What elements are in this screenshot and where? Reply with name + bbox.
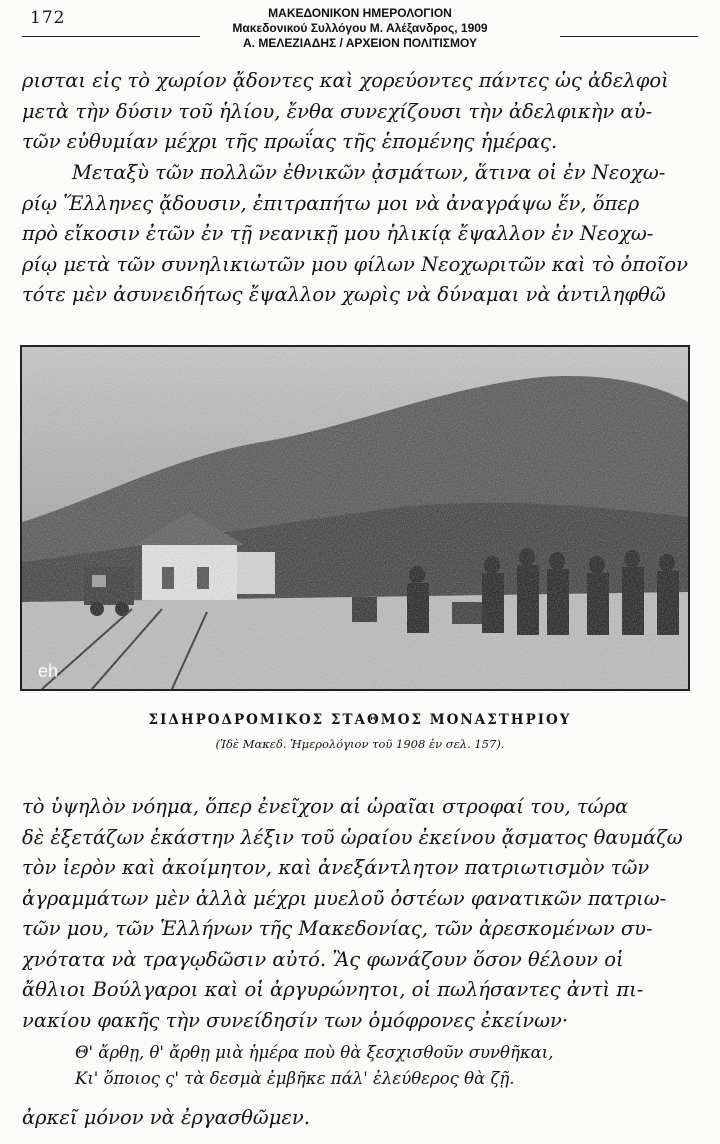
photo-caption: ΣΙΔΗΡΟΔΡΟΜΙΚΟΣ ΣΤΑΘΜΟΣ ΜΟΝΑΣΤΗΡΙΟΥ — [148, 712, 572, 728]
text-line: Μεταξὺ τῶν πολλῶν ἐθνικῶν ᾀσμάτων, ἅτινα οἱ ἐν Νεοχω- — [72, 161, 666, 184]
poem-line: Θ' ἄρθῃ, θ' ἄρθῃ μιὰ ἡμέρα ποὺ θὰ ξεσχισθοῦν συνθῆκαι, — [75, 1043, 554, 1062]
text-line: τότε μὲν ἀσυνειδήτως ἔψαλλον χωρὶς νὰ δύναμαι νὰ ἀντιληφθῶ — [22, 283, 666, 306]
photo-watermark: eh — [38, 661, 59, 681]
station-photograph — [20, 345, 690, 691]
page-number: 172 — [30, 8, 66, 28]
text-line: μετὰ τὴν δύσιν τοῦ ἡλίου, ἔνθα συνεχίζουσι τὴν ἀδελφικὴν αὐ- — [22, 99, 653, 123]
text-line: ἀρκεῖ μόνον νὰ ἐργασθῶμεν. — [22, 1106, 310, 1129]
text-line: ἀγραμμάτων μὲν ἀλλὰ μέχρι μυελοῦ ὀστέων φανατικῶν πατριω- — [22, 886, 667, 910]
paragraph-1 — [22, 66, 698, 158]
paragraph-2 — [22, 158, 698, 311]
page-header — [0, 4, 720, 54]
text-line: ρίῳ μετὰ τῶν συνηλικιωτῶν μου φίλων Νεοχωριτῶν καὶ τὸ ὁποῖον — [22, 252, 688, 276]
poem-verse — [75, 1040, 675, 1092]
text-line: πρὸ εἴκοσιν ἐτῶν ἐν τῇ νεανικῇ μου ἡλικίᾳ ἔψαλλον ἐν Νεοχω- — [22, 222, 654, 245]
header-title: ΜΑΚΕΔΟΝΙΚΟΝ ΗΜΕΡΟΛΟΓΙΟΝ — [268, 6, 452, 20]
text-line: τῶν μου, τῶν Ἑλλήνων τῆς Μακεδονίας, τῶν ἀρεσκομένων συ- — [22, 917, 653, 940]
text-line: τὸ ὑψηλὸν νόημα, ὅπερ ἐνεῖχον αἱ ὡραῖαι στροφαί του, τώρα — [22, 795, 629, 818]
header-rule-left — [22, 36, 200, 37]
text-line: τῶν εὐθυμίαν μέχρι τῆς πρωΐας τῆς ἑπομένης ἡμέρας. — [22, 130, 558, 153]
paragraph-3 — [22, 792, 698, 1036]
poem-line: Κι' ὅποιος ς' τὰ δεσμὰ ἐμβῆκε πάλ' ἐλεύθερος θὰ ζῇ. — [75, 1069, 515, 1088]
closing-line — [22, 1103, 698, 1134]
header-subtitle: Μακεδονικού Συλλόγου Μ. Αλέξανδρος, 1909 — [232, 21, 488, 35]
text-line: ἄθλιοι Βούλγαροι καὶ οἱ ἀργυρώνητοι, οἱ πωλήσαντες ἀντὶ πι- — [22, 978, 644, 1001]
header-author: Α. ΜΕΛΕΖΙΑΔΗΣ / ΑΡΧΕΙΟΝ ΠΟΛΙΤΙΣΜΟΥ — [243, 36, 477, 50]
text-line: τὸν ἱερὸν καὶ ἀκοίμητον, καὶ ἀνεξάντλητον πατριωτισμὸν τῶν — [22, 856, 650, 879]
text-line: ρισται εἰς τὸ χωρίον ᾄδοντες καὶ χορεύοντες πάντες ὡς ἀδελφοὶ — [22, 69, 669, 92]
header-title-block — [0, 6, 720, 51]
photo-caption-reference: (Ἰδὲ Μακεδ. Ἡμερολόγιον τοῦ 1908 ἐν σελ. 157). — [215, 737, 505, 751]
text-line: ρίῳ Ἕλληνες ᾄδουσιν, ἐπιτραπήτω μοι νὰ ἀναγράψω ἕν, ὅπερ — [22, 191, 640, 215]
text-line: χνότατα νὰ τραγῳδῶσιν αὐτό. Ἂς φωνάζουν ὅσον θέλουν οἱ — [22, 947, 624, 971]
header-rule-right — [560, 36, 698, 37]
text-line: νακίου φακῆς τὴν συνείδησίν των ὁμόφρονες ἐκείνων· — [22, 1008, 569, 1032]
text-line: δὲ ἐξετάζων ἑκάστην λέξιν τοῦ ὡραίου ἐκείνου ᾄσματος θαυμάζω — [22, 825, 683, 849]
